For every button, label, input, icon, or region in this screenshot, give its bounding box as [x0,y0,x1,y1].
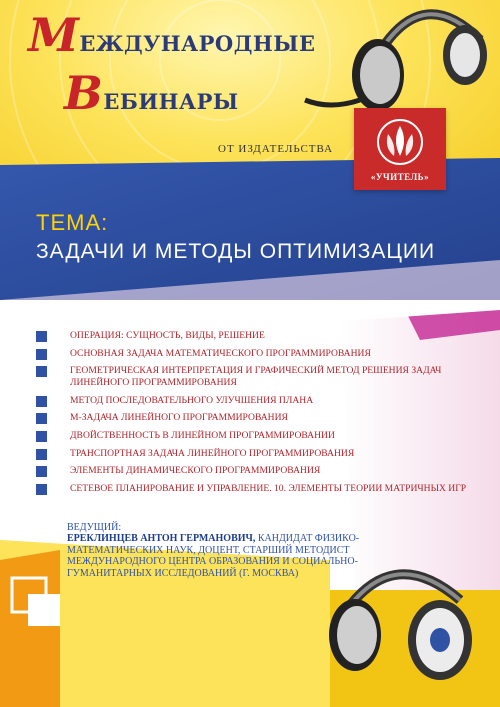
topic-text: ЭЛЕМЕНТЫ ДИНАМИЧЕСКОГО ПРОГРАММИРОВАНИЯ [70,465,321,477]
topic-item [36,430,476,442]
bullet-square-icon [36,431,47,442]
topic-item [36,365,476,388]
topic-item [36,465,476,477]
topic-item [36,348,476,360]
presenter-description: КАНДИДАТ ФИЗИКО-МАТЕМАТИЧЕСКИХ НАУК, ДОЦЕНТ, СТАРШИЙ МЕТОДИСТ МЕЖДУНАРОДНОГО ЦЕНТРА ОБРАЗОВАНИЯ И СОЦИАЛЬНО-ГУМАНИТАРНЫХ ИССЛЕДОВАНИЙ (Г. МОСКВА) [67,533,360,580]
topic-text: ОСНОВНАЯ ЗАДАЧА МАТЕМАТИЧЕСКОГО ПРОГРАММИРОВАНИЯ [70,347,371,359]
topic-item [36,330,476,342]
topic-text: ГЕОМЕТРИЧЕСКАЯ ИНТЕРПРЕТАЦИЯ И ГРАФИЧЕСКИЙ МЕТОД РЕШЕНИЯ ЗАДАЧ ЛИНЕЙНОГО ПРОГРАММИРОВАНИЯ [70,365,442,388]
presenter-label: ВЕДУЩИЙ: [67,522,122,533]
logo-text: «УЧИТЕЛЬ» [370,172,430,182]
topic-text: СЕТЕВОЕ ПЛАНИРОВАНИЕ И УПРАВЛЕНИЕ. 10. ЭЛЕМЕНТЫ ТЕОРИИ МАТРИЧНЫХ ИГР [70,483,467,494]
bullet-square-icon [36,413,47,424]
theme-label: ТЕМА: [36,210,109,235]
bullet-square-icon [36,484,47,495]
title-rest-2: ЕБИНАРЫ [103,89,239,114]
topic-text: М-ЗАДАЧА ЛИНЕЙНОГО ПРОГРАММИРОВАНИЯ [70,412,288,424]
topic-text: ОПЕРАЦИЯ: СУЩНОСТЬ, ВИДЫ, РЕШЕНИЕ [70,330,265,341]
title-line-2 [64,66,239,120]
topic-item [36,412,476,424]
presenter-name: ЕРЕКЛИНЦЕВ АНТОН ГЕРМАНОВИЧ, [67,533,256,544]
title-line-1 [28,8,315,62]
bullet-square-icon [36,466,47,477]
bullet-square-icon [36,331,47,342]
bullet-square-icon [36,366,47,377]
bullet-square-icon [36,449,47,460]
topic-item [36,448,476,460]
title-rest-1: ЕЖДУНАРОДНЫЕ [79,31,316,56]
topic-item [36,395,476,407]
book-leaf-emblem-icon [354,114,446,174]
title-initial-2: В [64,66,104,120]
theme-title: ЗАДАЧИ И МЕТОДЫ ОПТИМИЗАЦИИ [36,240,436,263]
topics-list [36,330,476,501]
publisher-label: ОТ ИЗДАТЕЛЬСТВА [218,143,334,155]
topic-text: ТРАНСПОРТНАЯ ЗАДАЧА ЛИНЕЙНОГО ПРОГРАММИРОВАНИЯ [70,447,355,459]
bullet-square-icon [36,396,47,407]
topic-text: ДВОЙСТВЕННОСТЬ В ЛИНЕЙНОМ ПРОГРАММИРОВАНИИ [70,429,335,441]
bullet-square-icon [36,349,47,360]
publisher-logo [354,108,446,190]
title-initial-1: М [28,8,80,62]
topic-item [36,483,476,495]
topic-text: МЕТОД ПОСЛЕДОВАТЕЛЬНОГО УЛУЧШЕНИЯ ПЛАНА [70,394,314,406]
presenter-info [67,533,417,580]
